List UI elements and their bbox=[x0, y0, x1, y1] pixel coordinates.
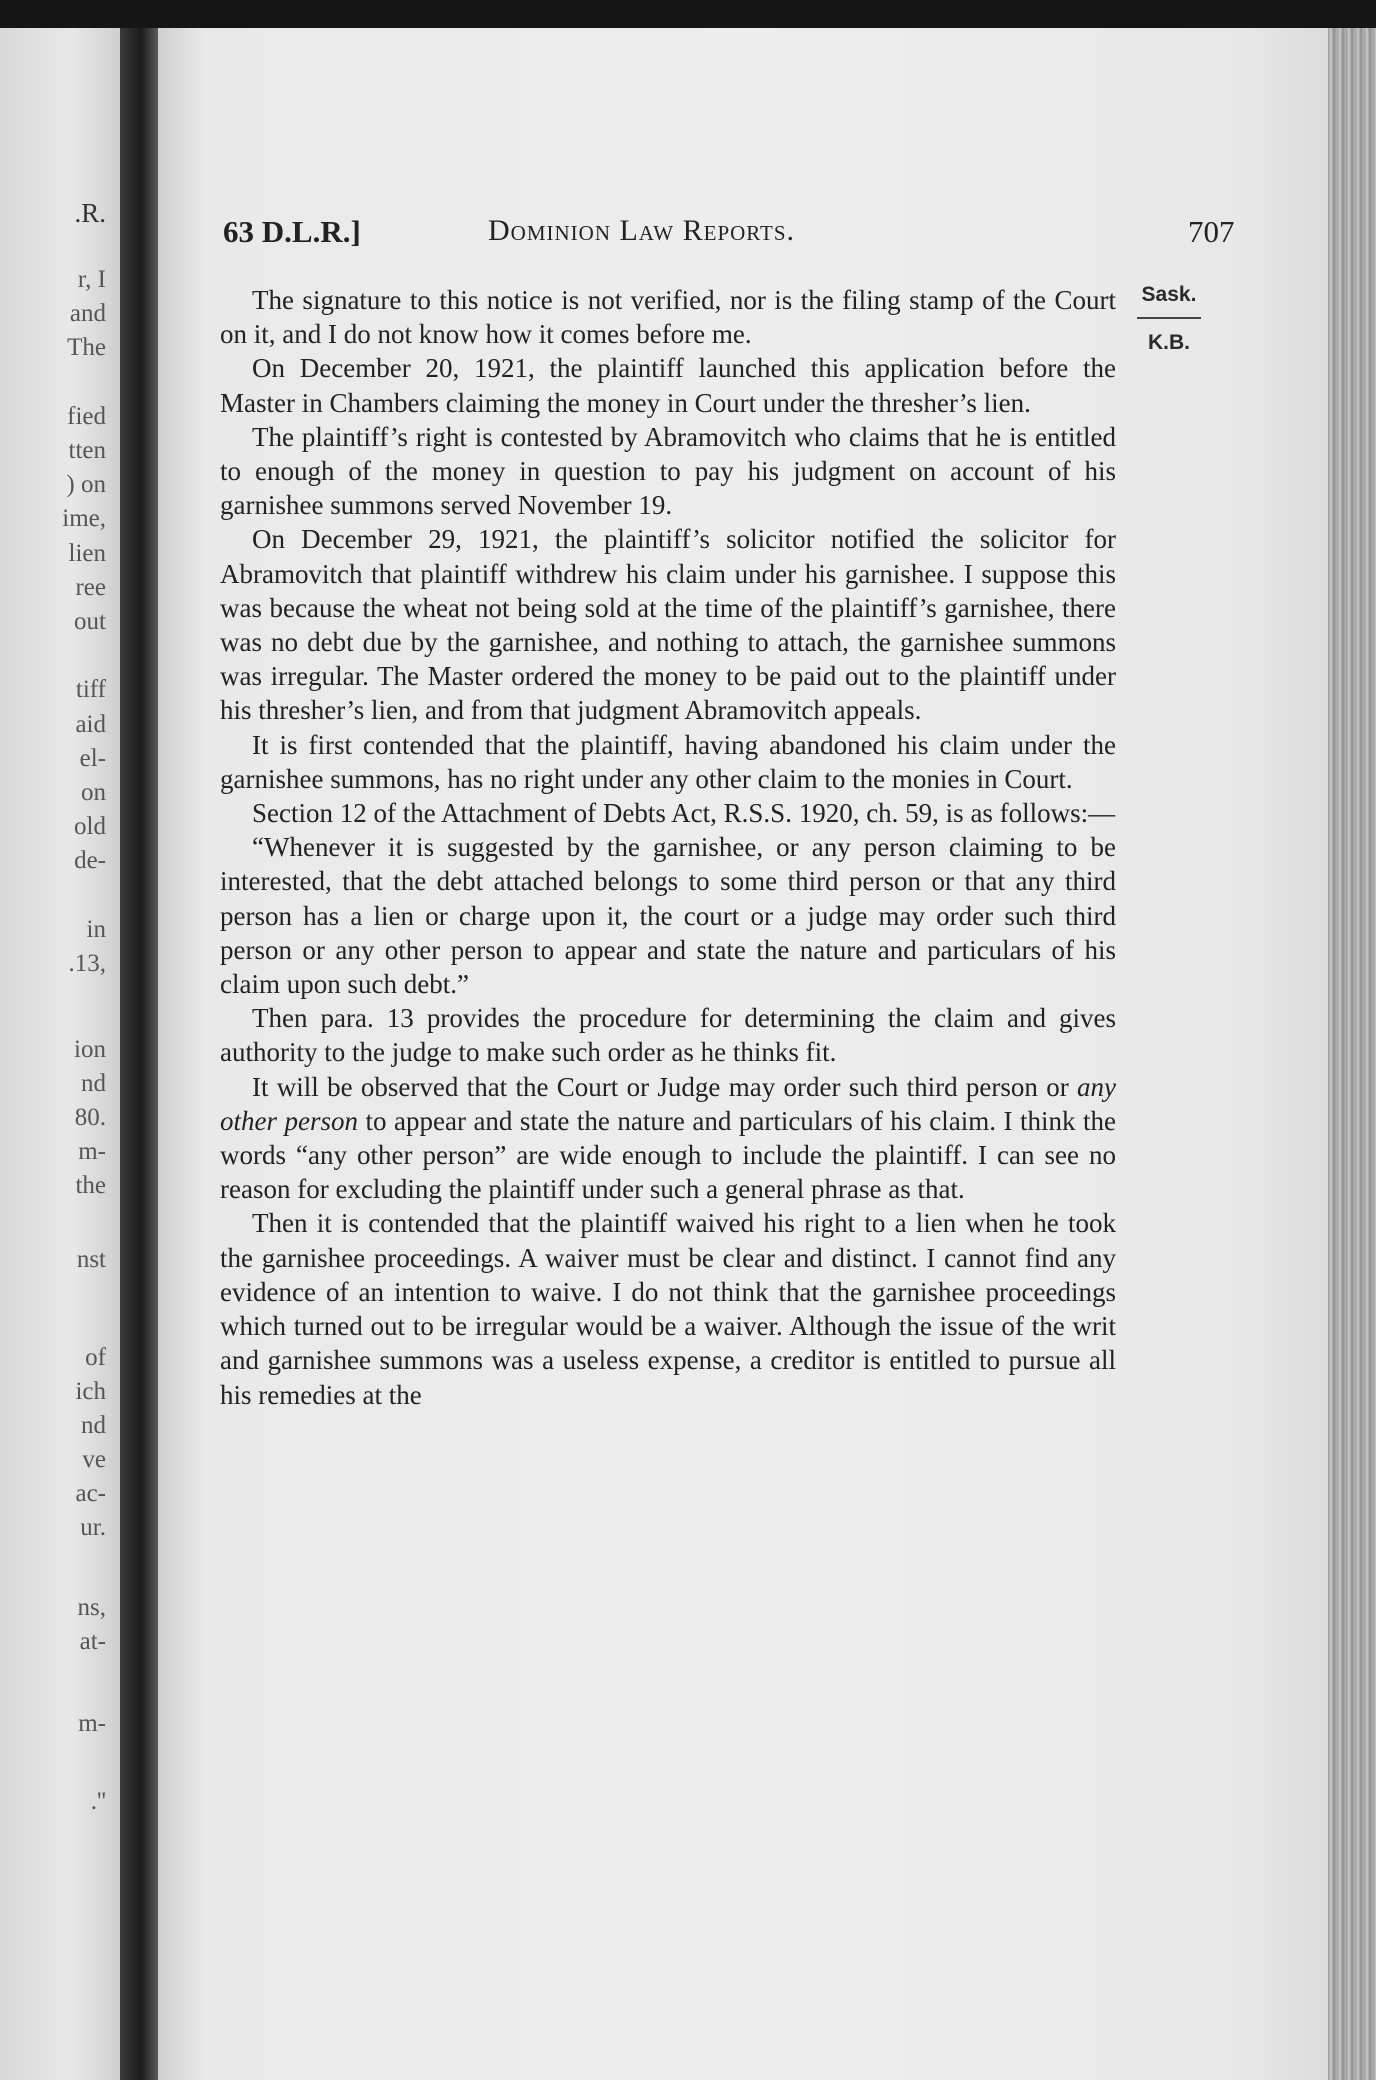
paragraph: The signature to this notice is not verified, nor is the filing stamp of the Court on it, and I do not know how it comes before me. bbox=[220, 285, 1116, 350]
margin-division: K.B. bbox=[1148, 331, 1190, 354]
previous-line-end: nd bbox=[81, 1412, 106, 1439]
book-page bbox=[158, 28, 1328, 2080]
scan-border-top bbox=[0, 0, 1376, 28]
previous-line-end: 80. bbox=[74, 1104, 106, 1131]
margin-rule bbox=[1137, 317, 1201, 319]
margin-court: Sask. bbox=[1141, 283, 1197, 306]
previous-line-end: out bbox=[74, 608, 106, 635]
previous-line-end: in bbox=[86, 916, 106, 943]
previous-line-end: r, I bbox=[77, 266, 106, 293]
previous-line-end: .'' bbox=[90, 1788, 106, 1815]
previous-line-end: ree bbox=[75, 574, 106, 601]
paragraph: It is first contended that the plaintiff, having abandoned his claim under the garnishee summons, has no right under any other claim to the monies in Court. bbox=[220, 729, 1116, 794]
italic-phrase: any other person bbox=[220, 1071, 1116, 1136]
page-edges bbox=[1328, 28, 1376, 2080]
previous-line-end: nst bbox=[76, 1246, 106, 1273]
judgment-body bbox=[220, 283, 1116, 1412]
previous-line-end: and bbox=[69, 300, 106, 327]
paragraph: On December 20, 1921, the plaintiff launched this application before the Master in Chambers claiming the money in Court under the thresher’s lien. bbox=[220, 353, 1116, 418]
previous-line-end: at- bbox=[79, 1628, 106, 1655]
previous-line-end: de- bbox=[74, 847, 106, 874]
volume-reference: 63 D.L.R.] bbox=[223, 214, 361, 249]
previous-line-end: el- bbox=[79, 745, 106, 772]
page-number: 707 bbox=[1188, 214, 1235, 249]
previous-line-end: ve bbox=[82, 1446, 106, 1473]
paragraph: The plaintiff’s right is contested by Abramovitch who claims that he is entitled to enough of the money in question to pay his judgment on account of his garnishee summons served November 19. bbox=[220, 421, 1116, 521]
paragraph: Then para. 13 provides the procedure for determining the claim and gives authority to the judge to make such order as he thinks fit. bbox=[220, 1003, 1116, 1068]
book-gutter bbox=[120, 28, 158, 2080]
previous-line-end: fied bbox=[67, 403, 106, 430]
previous-line-end: tten bbox=[68, 437, 106, 464]
previous-line-end: aid bbox=[75, 711, 106, 738]
previous-line-end: ns, bbox=[77, 1594, 106, 1621]
previous-line-end: ich bbox=[75, 1378, 106, 1405]
paragraph bbox=[220, 1070, 1116, 1207]
reporter-title: Dominion Law Reports. bbox=[488, 214, 796, 247]
previous-line-end: ) on bbox=[66, 471, 106, 498]
previous-line-end: the bbox=[75, 1172, 106, 1199]
previous-line-end: .13, bbox=[68, 950, 106, 977]
previous-line-end: m- bbox=[78, 1710, 106, 1737]
previous-line-end: tiff bbox=[75, 676, 106, 703]
previous-line-end: The bbox=[67, 334, 106, 361]
margin-note bbox=[1125, 283, 1213, 355]
previous-line-end: on bbox=[81, 779, 106, 806]
previous-line-end: of bbox=[85, 1344, 106, 1371]
paragraph-text: It will be observed that the Court or Judge may order such third person or bbox=[252, 1071, 1078, 1102]
previous-running-head: .R. bbox=[74, 198, 106, 228]
statute-quotation: “Whenever it is suggested by the garnishee, or any person claiming to be interested, that the debt attached belongs to some third person or that any third person has a lien or charge upon it, the court or a judge may order such third person or any other person to appear and state the nature and particulars of his claim upon such debt.” bbox=[220, 832, 1116, 1000]
previous-page-fragment bbox=[0, 28, 120, 2080]
previous-line-end: old bbox=[74, 813, 106, 840]
paragraph: Then it is contended that the plaintiff waived his right to a lien when he took the garnishee proceedings. A waiver must be clear and distinct. I cannot find any evidence of an intention to waive. I do not think that the garnishee proceedings which turned out to be irregular would be a waiver. Although the issue of the writ and garnishee summons was a useless expense, a creditor is entitled to pursue all his remedies at the bbox=[220, 1208, 1116, 1410]
previous-line-end: ur. bbox=[80, 1514, 106, 1541]
previous-line-end: lien bbox=[68, 540, 106, 567]
paragraph: On December 29, 1921, the plaintiff’s solicitor notified the solicitor for Abramovitch that plaintiff withdrew his claim under his garnishee. I suppose this was because the wheat not being sold at the time of the plaintiff’s garnishee, there was no debt due by the garnishee, and nothing to attach, the garnishee summons was irregular. The Master ordered the money to be paid out to the plaintiff under his thresher’s lien, and from that judgment Abramovitch appeals. bbox=[220, 524, 1116, 726]
previous-line-end: ime, bbox=[62, 505, 106, 532]
paragraph-text: to appear and state the nature and particulars of his claim. I think the words “any other person” are wide enough to include the plaintiff. I can see no reason for excluding the plaintiff under such a general phrase as that. bbox=[220, 1105, 1116, 1205]
running-header bbox=[158, 214, 1328, 254]
previous-line-end: nd bbox=[81, 1070, 106, 1097]
previous-line-end: ion bbox=[74, 1036, 106, 1063]
previous-line-end: ac- bbox=[75, 1480, 106, 1507]
paragraph: Section 12 of the Attachment of Debts Act, R.S.S. 1920, ch. 59, is as follows:— bbox=[252, 798, 1116, 829]
previous-line-end: m- bbox=[78, 1138, 106, 1165]
